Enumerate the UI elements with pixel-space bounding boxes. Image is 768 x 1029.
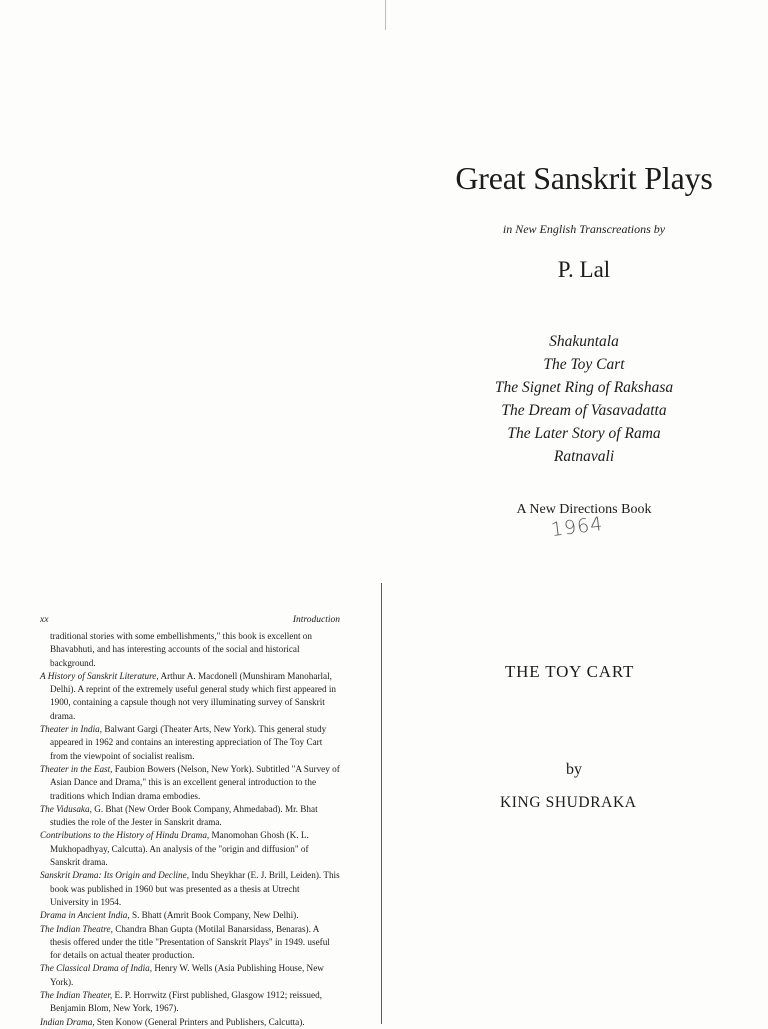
- entry-title: Indian Drama,: [40, 1016, 95, 1027]
- bibliography-page: [40, 614, 340, 1029]
- bibliography-entry: [40, 763, 340, 803]
- page-gutter: [381, 583, 382, 1024]
- bibliography-entry: [40, 630, 340, 670]
- entry-title: Contributions to the History of Hindu Drama,: [40, 830, 210, 841]
- page-gutter-top: [385, 0, 386, 30]
- page-header: [40, 614, 340, 630]
- entry-title: Theater in the East,: [40, 763, 113, 774]
- handwritten-year: 1964: [549, 512, 605, 542]
- bibliography-entry: [40, 869, 340, 909]
- book-title: Great Sanskrit Plays: [455, 160, 713, 196]
- half-title-by: by: [566, 761, 582, 778]
- entry-title: The Indian Theatre,: [40, 923, 113, 934]
- entry-title: Theater in India,: [40, 724, 103, 735]
- bibliography-entry: [40, 989, 340, 1016]
- entry-text: Manomohan Ghosh (K. L. Mukhopadhyay, Calcutta). An analysis of the "origin and diffusion" of Sanskrit drama.: [50, 830, 309, 868]
- entry-text: Arthur A. Macdonell (Munshiram Manoharlal, Delhi). A reprint of the extremely useful general study which first appeared in 1900, containing a capsule though not very illuminating survey of Sanskrit drama.: [50, 670, 336, 721]
- half-title-heading: THE TOY CART: [505, 662, 635, 681]
- running-head: Introduction: [292, 615, 340, 625]
- play-title: Shakuntala: [549, 333, 619, 350]
- bibliography-entry: [40, 909, 340, 922]
- book-subtitle: in New English Transcreations by: [502, 222, 666, 236]
- bibliography-entry: [40, 803, 340, 830]
- bibliography-entry: [40, 962, 340, 989]
- entry-text: Chandra Bhan Gupta (Motilal Banarsidass, Benaras). A thesis offered under the title "Presentation of Sanskrit Plays" in 1949. useful for details on actual theater production.: [50, 923, 330, 961]
- entry-text: Sten Konow (General Printers and Publishers, Calcutta).: [94, 1016, 305, 1027]
- entry-title: A History of Sanskrit Literature,: [40, 670, 159, 681]
- play-title: Ratnavali: [553, 448, 615, 465]
- plays-list: [400, 330, 768, 468]
- entry-title: The Vidusaka,: [40, 803, 92, 814]
- play-title: The Later Story of Rama: [507, 425, 661, 442]
- bibliography-entry: [40, 829, 340, 869]
- play-title: The Dream of Vasavadatta: [501, 402, 667, 419]
- bibliography-entry: [40, 723, 340, 763]
- entry-text: Henry W. Wells (Asia Publishing House, New York).: [50, 963, 324, 987]
- entry-text: G. Bhat (New Order Book Company, Ahmedabad). Mr. Bhat studies the role of the Jester in Sanskrit drama.: [50, 803, 318, 828]
- entry-text: Faubion Bowers (Nelson, New York). Subtitled "A Survey of Asian Dance and Drama," this is an excellent general introduction to the traditions which Indian drama embodies.: [50, 763, 340, 801]
- entry-title: Drama in Ancient India,: [40, 910, 130, 921]
- entry-title: The Indian Theater,: [40, 990, 113, 1001]
- entry-text: traditional stories with some embellishments," this book is excellent on Bhavabhuti, and has interesting accounts of the social and historical background.: [50, 631, 312, 668]
- bibliography-entry: [40, 670, 340, 723]
- entry-text: S. Bhatt (Amrit Book Company, New Delhi).: [129, 910, 299, 921]
- book-author: P. Lal: [557, 257, 611, 282]
- bibliography-entry: [40, 923, 340, 963]
- entry-text: Balwant Gargi (Theater Arts, New York). This general study appeared in 1962 and contains an interesting appreciation of The Toy Cart from the viewpoint of socialist realism.: [50, 724, 327, 761]
- play-title: The Toy Cart: [543, 356, 625, 373]
- entry-title: Sanskrit Drama: Its Origin and Decline,: [40, 870, 190, 881]
- half-title-author: KING SHUDRAKA: [500, 794, 637, 811]
- bibliography-entry: [40, 1016, 340, 1029]
- publisher: A New Directions Book: [516, 502, 652, 517]
- play-title: The Signet Ring of Rakshasa: [494, 379, 674, 396]
- entry-text: E. P. Horrwitz (First published, Glasgow 1912; reissued, Benjamin Blom, New York, 1967).: [50, 990, 322, 1014]
- entry-title: The Classical Drama of India,: [40, 963, 153, 974]
- entry-text: Indu Sheykhar (E. J. Brill, Leiden). This book was published in 1960 but was presented as a thesis at Utrecht University in 1954.: [50, 870, 340, 907]
- page-number: xx: [40, 615, 49, 625]
- bibliography-list: [40, 630, 340, 1029]
